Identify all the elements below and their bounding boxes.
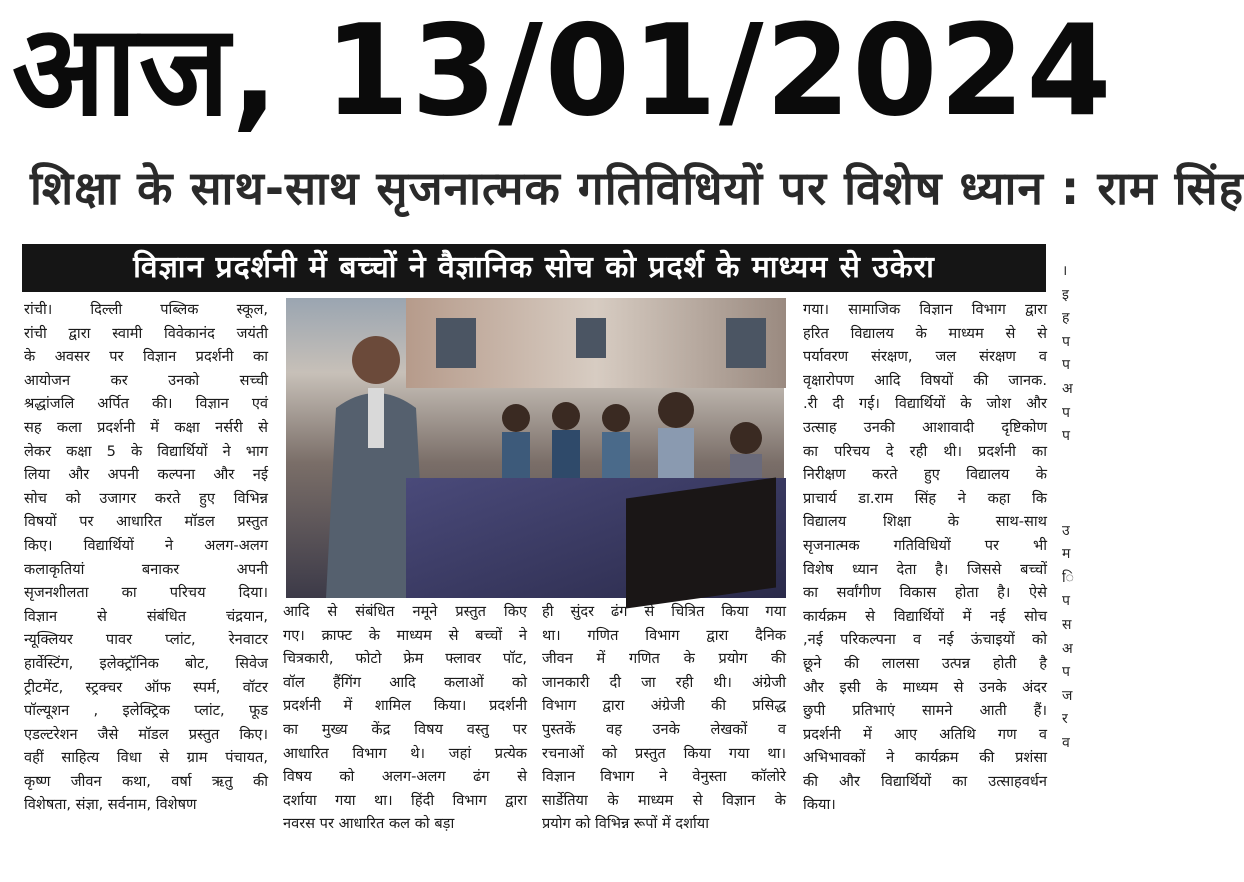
text-line: किए। विद्यार्थियों ने अलग-अलग xyxy=(24,536,268,554)
building-window xyxy=(576,318,606,358)
text-line: गया। सामाजिक विज्ञान विभाग द्वारा xyxy=(803,301,1047,318)
text-line: श्रद्धांजलि अर्पित की। विज्ञान एवं xyxy=(24,395,268,413)
text-line: विज्ञान से संबंधित चंद्रयान, xyxy=(24,607,268,625)
text-line: सह कला प्रदर्शनी में कक्षा नर्सरी से xyxy=(24,418,268,436)
text-line: सृजनात्मक गतिविधियों पर भी xyxy=(803,536,1047,554)
text-line: नवरस पर आधारित कल को बड़ा xyxy=(283,815,455,833)
text-line: दर्शाया गया था। हिंदी विभाग द्वारा xyxy=(283,791,527,809)
text-line: विशेष ध्यान देता है। जिससे बच्चों xyxy=(803,560,1047,578)
text-line: और इसी के माध्यम से उनके अंदर xyxy=(803,678,1047,696)
article-column-3 xyxy=(542,600,786,860)
adjacent-article-edge: । इ ह प प अ प प उ म ि प स अ प ज र व xyxy=(1062,263,1074,751)
text-line: प्राचार्य डा.राम सिंह ने कहा कि xyxy=(803,489,1047,507)
text-line: उत्साह उनकी आशावादी दृष्टिकोण xyxy=(803,418,1047,436)
subheadline-banner: विज्ञान प्रदर्शनी में बच्चों ने वैज्ञानिक सोच को प्रदर्श के माध्यम से उकेरा xyxy=(22,244,1046,292)
text-line: निरीक्षण करते हुए विद्यालय के xyxy=(803,466,1047,484)
text-line: रांची। दिल्ली पब्लिक स्कूल, xyxy=(24,301,268,318)
text-line: विषय को अलग-अलग ढंग से xyxy=(283,768,527,786)
text-line: पुस्तकें वह उनके लेखकों व xyxy=(542,720,786,738)
text-line: कलाकृतियां बनाकर अपनी xyxy=(24,560,268,578)
text-line: आदि से संबंधित नमूने प्रस्तुत किए xyxy=(283,603,527,620)
building-window xyxy=(726,318,766,368)
text-line: सृजनशीलता का परिचय दिया। xyxy=(24,584,268,602)
text-line: हार्वेस्टिंग, इलेक्ट्रॉनिक बोट, सिवेज xyxy=(24,654,268,672)
text-line: प्रयोग को विभिन्न रूपों में दर्शाया xyxy=(542,815,710,833)
text-line: विषयों पर आधारित मॉडल प्रस्तुत xyxy=(24,513,268,531)
text-line: न्यूक्लियर पावर प्लांट, रेनवाटर xyxy=(24,631,268,649)
text-line: ,नई परिकल्पना व नई ऊंचाइयों को xyxy=(803,631,1047,649)
text-line: विज्ञान विभाग ने वेनुस्ता कॉलोरे xyxy=(542,768,786,786)
article-column-4 xyxy=(803,298,1047,858)
text-line: पर्यावरण संरक्षण, जल संरक्षण व xyxy=(803,348,1047,366)
text-line: का मुख्य केंद्र विषय वस्तु पर xyxy=(283,720,527,738)
text-line: वॉल हैंगिंग आदि कलाओं को xyxy=(283,673,527,691)
text-line: छूने की लालसा उत्पन्न होती है xyxy=(803,654,1047,672)
text-line: आयोजन कर उनको सच्ची xyxy=(24,371,268,389)
text-line: वृक्षारोपण आदि विषयों की जानक. xyxy=(803,371,1047,389)
building-window xyxy=(436,318,476,368)
text-line: कृष्ण जीवन कथा, वर्षा ऋतु की xyxy=(24,772,268,790)
text-line: रचनाओं को प्रस्तुत किया गया था। xyxy=(542,744,786,762)
text-line: किया। xyxy=(803,796,836,814)
text-line: की और विद्यार्थियों का उत्साहवर्धन xyxy=(803,772,1047,790)
text-line: वहीं साहित्य विधा से ग्राम पंचायत, xyxy=(24,749,268,767)
text-line: विशेषता, संज्ञा, सर्वनाम, विशेषण xyxy=(24,796,197,814)
headline: शिक्षा के साथ-साथ सृजनात्मक गतिविधियों पर विशेष ध्यान : राम सिंह xyxy=(30,161,1244,215)
text-line: जानकारी दी जा रही थी। अंग्रेजी xyxy=(542,673,786,691)
text-line: आधारित विभाग थे। जहां प्रत्येक xyxy=(283,744,527,762)
masthead-date: आज, 13/01/2024 xyxy=(12,0,1114,144)
text-line: के अवसर पर विज्ञान प्रदर्शनी का xyxy=(24,348,268,366)
text-line: लेकर कक्षा 5 के विद्यार्थियों ने भाग xyxy=(24,442,268,460)
text-line: सोच को उजागर करते हुए विभिन्न xyxy=(24,489,268,507)
article-column-1 xyxy=(24,298,268,858)
text-line: पॉल्यूशन , इलेक्ट्रिक प्लांट, फूड xyxy=(24,702,268,720)
text-line: लिया और अपनी कल्पना और नई xyxy=(24,466,268,484)
text-line: जीवन में गणित के प्रयोग की xyxy=(542,650,786,668)
text-line: .री दी गई। विद्यार्थियों के जोश और xyxy=(803,395,1047,413)
text-line: ही सुंदर ढंग से चित्रित किया गया xyxy=(542,603,786,620)
text-line: छुपी प्रतिभाएं सामने आती हैं। xyxy=(803,702,1047,720)
text-line: सार्डेतिया के माध्यम से विज्ञान के xyxy=(542,791,786,809)
text-line: कार्यक्रम से विद्यार्थियों में नई सोच xyxy=(803,607,1047,625)
text-line: रांची द्वारा स्वामी विवेकानंद जयंती xyxy=(24,324,268,342)
text-line: का परिचय दे रही थी। प्रदर्शनी का xyxy=(803,442,1047,460)
text-line: गए। क्राफ्ट के माध्यम से बच्चों ने xyxy=(283,626,527,644)
text-line: विभाग द्वारा अंग्रेजी की प्रसिद्ध xyxy=(542,697,786,715)
text-line: चित्रकारी, फोटो फ्रेम फ्लावर पॉट, xyxy=(283,650,527,668)
text-line: हरित विद्यालय के माध्यम से से xyxy=(803,324,1047,342)
text-line: प्रदर्शनी में आए अतिथि गण व xyxy=(803,725,1047,743)
article-column-2 xyxy=(283,600,527,860)
exhibition-photo xyxy=(286,298,784,598)
text-line: अभिभावकों ने कार्यक्रम की प्रशंसा xyxy=(803,749,1047,767)
text-line: था। गणित विभाग द्वारा दैनिक xyxy=(542,626,786,644)
display-board xyxy=(626,477,776,608)
text-line: का सर्वांगीण विकास होता है। ऐसे xyxy=(803,584,1047,602)
text-line: ट्रीटमेंट, स्ट्रक्चर ऑफ स्पर्म, वॉटर xyxy=(24,678,268,696)
text-line: प्रदर्शनी में शामिल किया। प्रदर्शनी xyxy=(283,697,527,715)
text-line: एडल्टरेशन जैसे मॉडल प्रस्तुत किए। xyxy=(24,725,268,743)
text-line: विद्यालय शिक्षा के साथ-साथ xyxy=(803,513,1047,531)
